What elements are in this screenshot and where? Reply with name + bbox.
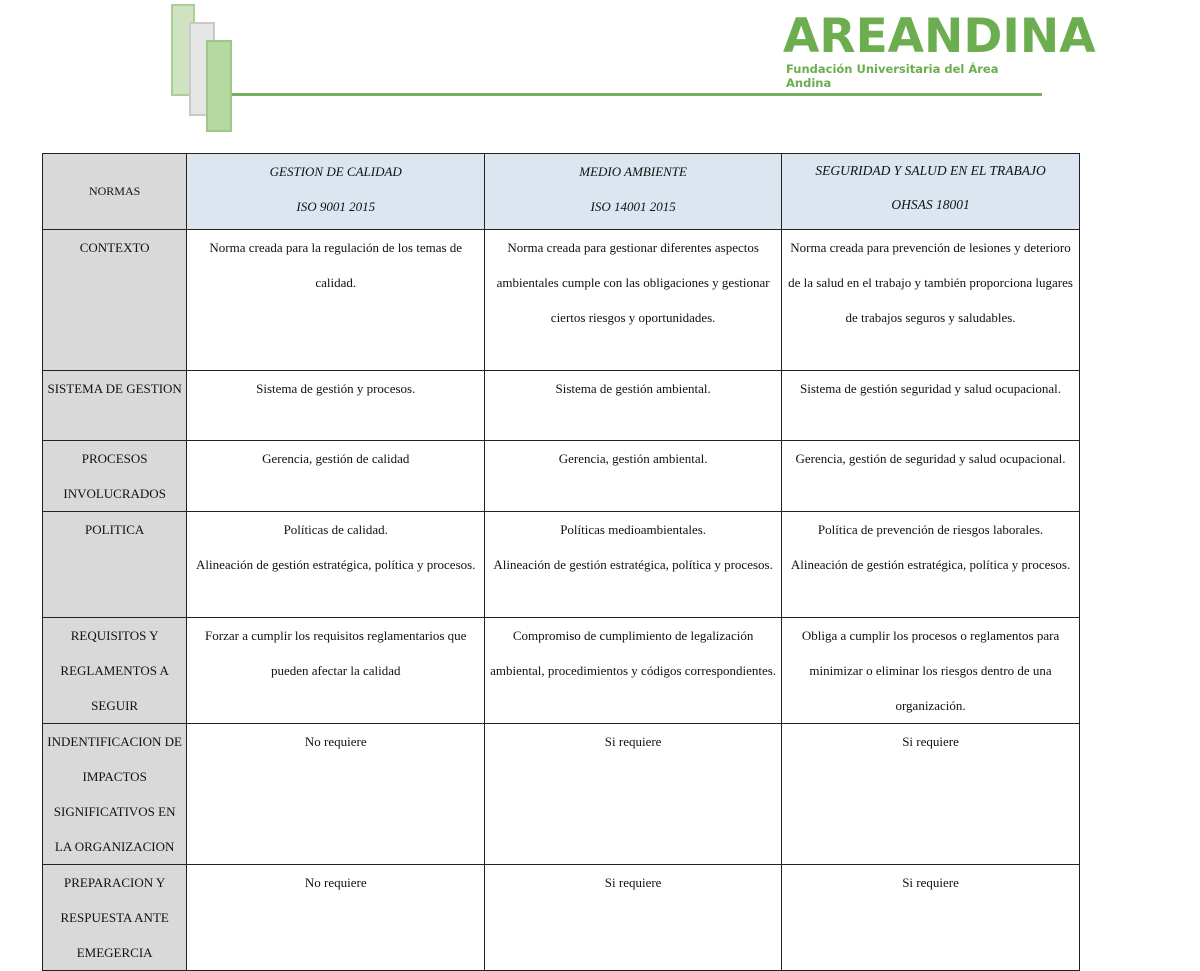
column-standard: ISO 9001 2015: [296, 199, 376, 214]
table-row-contexto: [43, 230, 1080, 371]
table-cell: Gerencia, gestión de calidad: [187, 441, 485, 512]
table-cell: No requiere: [187, 865, 485, 971]
table-cell: No requiere: [187, 724, 485, 865]
table-cell: Sistema de gestión ambiental.: [485, 371, 782, 441]
row-label: PROCESOS INVOLUCRADOS: [43, 441, 187, 512]
table-row-sistema: [43, 371, 1080, 441]
column-standard: ISO 14001 2015: [590, 199, 676, 214]
column-title: MEDIO AMBIENTE: [579, 164, 687, 179]
row-label: CONTEXTO: [43, 230, 187, 371]
row-label: REQUISITOS Y REGLAMENTOS A SEGUIR: [43, 618, 187, 724]
table-cell: Si requiere: [485, 724, 782, 865]
column-standard: OHSAS 18001: [891, 197, 970, 212]
column-title: SEGURIDAD Y SALUD EN EL TRABAJO: [815, 163, 1046, 178]
cell-line: Políticas medioambientales.: [560, 522, 707, 537]
header-rule: [232, 93, 1042, 96]
table-cell: Norma creada para la regulación de los temas de calidad.: [187, 230, 485, 371]
decor-bar-green: [206, 40, 232, 132]
standards-comparison-table: [42, 153, 1080, 971]
table-cell: Forzar a cumplir los requisitos reglamentarios que pueden afectar la calidad: [187, 618, 485, 724]
table-cell: Gerencia, gestión de seguridad y salud ocupacional.: [782, 441, 1080, 512]
corner-label: NORMAS: [43, 154, 187, 230]
cell-line: Alineación de gestión estratégica, política y procesos.: [493, 557, 773, 572]
logo-subtitle: Fundación Universitaria del Área Andina: [786, 62, 999, 90]
cell-line: Política de prevención de riesgos laborales.: [817, 522, 1044, 537]
table-cell: [782, 512, 1080, 618]
table-cell: Si requiere: [485, 865, 782, 971]
table-header-row: [43, 154, 1080, 230]
cell-line: Alineación de gestión estratégica, política y procesos.: [790, 557, 1071, 572]
table-cell: Sistema de gestión y procesos.: [187, 371, 485, 441]
row-label: INDENTIFICACION DE IMPACTOS SIGNIFICATIVOS EN LA ORGANIZACION: [43, 724, 187, 865]
row-label: POLITICA: [43, 512, 187, 618]
table-row-impactos: [43, 724, 1080, 865]
column-header-seguridad: [782, 154, 1080, 230]
areandina-logo: [783, 9, 1096, 90]
table-cell: Compromiso de cumplimiento de legalización ambiental, procedimientos y códigos correspondientes.: [485, 618, 782, 724]
table-cell: Si requiere: [782, 724, 1080, 865]
table-cell: [187, 512, 485, 618]
table-cell: [485, 512, 782, 618]
table-cell: Gerencia, gestión ambiental.: [485, 441, 782, 512]
column-header-ambiente: [485, 154, 782, 230]
table-row-emergencia: [43, 865, 1080, 971]
table-cell: Sistema de gestión seguridad y salud ocupacional.: [782, 371, 1080, 441]
logo-wordmark: AREANDINA: [783, 9, 1096, 64]
column-title: GESTION DE CALIDAD: [269, 164, 402, 179]
table-cell: Si requiere: [782, 865, 1080, 971]
table-row-procesos: [43, 441, 1080, 512]
column-header-calidad: [187, 154, 485, 230]
table-cell: Norma creada para gestionar diferentes aspectos ambientales cumple con las obligaciones y gestionar ciertos riesgos y oportunidades.: [485, 230, 782, 371]
table-row-requisitos: [43, 618, 1080, 724]
cell-line: Alineación de gestión estratégica, política y procesos.: [196, 557, 476, 572]
row-label: SISTEMA DE GESTION: [43, 371, 187, 441]
table-row-politica: [43, 512, 1080, 618]
row-label: PREPARACION Y RESPUESTA ANTE EMEGERCIA: [43, 865, 187, 971]
table-cell: Obliga a cumplir los procesos o reglamentos para minimizar o eliminar los riesgos dentro de una organización.: [782, 618, 1080, 724]
table-cell: Norma creada para prevención de lesiones y deterioro de la salud en el trabajo y también proporciona lugares de trabajos seguros y saludables.: [782, 230, 1080, 371]
cell-line: Políticas de calidad.: [283, 522, 388, 537]
